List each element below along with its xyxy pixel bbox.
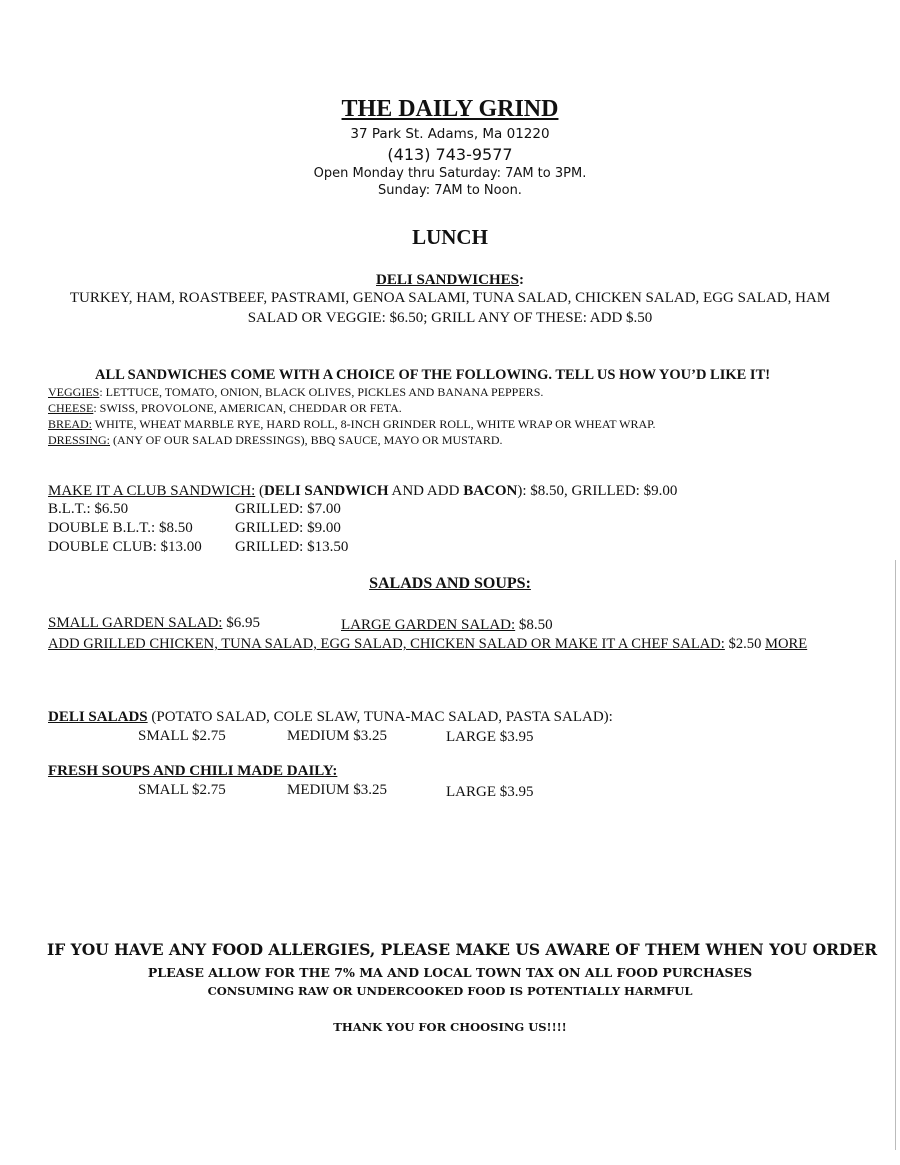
addon-more: MORE [765, 636, 808, 652]
choices-heading: ALL SANDWICHES COME WITH A CHOICE OF THE FOLLOWING. TELL US HOW YOU’D LIKE IT! [95, 367, 771, 383]
club-deli-sandwich: DELI SANDWICH [263, 483, 389, 499]
double-blt-price: DOUBLE B.L.T.: $8.50 [48, 520, 193, 536]
tax-notice: PLEASE ALLOW FOR THE 7% MA AND LOCAL TOWN TAX ON ALL FOOD PURCHASES [147, 965, 753, 980]
deli-salads-desc: (POTATO SALAD, COLE SLAW, TUNA-MAC SALAD, PASTA SALAD): [147, 709, 613, 725]
deli-salads-line [48, 709, 613, 726]
large-garden-price: $8.50 [515, 617, 553, 633]
address: 37 Park St. Adams, Ma 01220 [350, 126, 550, 142]
choice-bread [48, 417, 655, 432]
double-blt-grilled-price: GRILLED: $9.00 [235, 520, 341, 536]
hours-sunday: Sunday: 7AM to Noon. [378, 183, 522, 198]
addon-price: $2.50 [724, 636, 766, 652]
choice-label: VEGGIES [48, 385, 100, 399]
thank-you-message: THANK YOU FOR CHOOSING US!!!! [333, 1020, 567, 1034]
small-garden-salad [48, 615, 260, 632]
deli-heading-colon: : [518, 272, 524, 288]
garden-addon-line [48, 636, 807, 653]
choice-label: DRESSING: [48, 433, 111, 447]
choice-cheese [48, 401, 402, 416]
deli-salads-label: DELI SALADS [48, 709, 148, 725]
raw-food-warning: CONSUMING RAW OR UNDERCOOKED FOOD IS POTENTIALLY HARMFUL [207, 984, 693, 998]
allergy-notice: IF YOU HAVE ANY FOOD ALLERGIES, PLEASE MAKE US AWARE OF THEM WHEN YOU ORDER [47, 940, 878, 959]
choice-text: WHITE, WHEAT MARBLE RYE, HARD ROLL, 8-INCH GRINDER ROLL, WHITE WRAP OR WHEAT WRAP. [92, 417, 656, 431]
club-sandwich-line [48, 483, 677, 500]
club-bacon: BACON [463, 483, 518, 499]
hours-week: Open Monday thru Saturday: 7AM to 3PM. [313, 166, 587, 181]
soups-heading: FRESH SOUPS AND CHILI MADE DAILY: [48, 763, 338, 779]
double-club-price: DOUBLE CLUB: $13.00 [48, 539, 202, 555]
choice-dressing [48, 433, 503, 448]
addon-label: ADD GRILLED CHICKEN, TUNA SALAD, EGG SALAD, CHICKEN SALAD OR MAKE IT A CHEF SALAD: [48, 636, 725, 652]
soups-medium: MEDIUM $3.25 [287, 782, 387, 798]
choice-text: : SWISS, PROVOLONE, AMERICAN, CHEDDAR OR FETA. [93, 401, 402, 415]
soups-large: LARGE $3.95 [446, 784, 534, 800]
phone-number: (413) 743-9577 [387, 145, 513, 164]
deli-salads-medium: MEDIUM $3.25 [287, 728, 387, 744]
double-club-grilled-price: GRILLED: $13.50 [235, 539, 349, 555]
salads-soups-heading: SALADS AND SOUPS: [369, 575, 531, 592]
choice-label: CHEESE [48, 401, 94, 415]
club-price: ): $8.50, GRILLED: $9.00 [517, 483, 678, 499]
large-garden-label: LARGE GARDEN SALAD: [341, 617, 516, 633]
choice-veggies [48, 385, 543, 400]
soups-small: SMALL $2.75 [138, 782, 226, 798]
small-garden-label: SMALL GARDEN SALAD: [48, 615, 223, 631]
blt-grilled-price: GRILLED: $7.00 [235, 501, 341, 517]
blt-price: B.L.T.: $6.50 [48, 501, 129, 517]
deli-salads-small: SMALL $2.75 [138, 728, 226, 744]
scan-edge-line [895, 560, 896, 1150]
deli-sandwiches-heading [0, 272, 900, 289]
section-title-lunch: LUNCH [412, 225, 488, 249]
deli-items-line-1: TURKEY, HAM, ROASTBEEF, PASTRAMI, GENOA SALAMI, TUNA SALAD, CHICKEN SALAD, EGG SALAD, HAM [69, 290, 831, 306]
club-and-add: AND ADD [388, 483, 464, 499]
choice-text: (ANY OF OUR SALAD DRESSINGS), BBQ SAUCE, MAYO OR MUSTARD. [110, 433, 503, 447]
restaurant-name: THE DAILY GRIND [341, 96, 559, 122]
large-garden-salad [341, 617, 553, 634]
choice-text: : LETTUCE, TOMATO, ONION, BLACK OLIVES, PICKLES AND BANANA PEPPERS. [99, 385, 544, 399]
choice-label: BREAD: [48, 417, 93, 431]
club-paren: ( [255, 483, 264, 499]
deli-heading-label: DELI SANDWICHES [376, 272, 519, 288]
club-label: MAKE IT A CLUB SANDWICH: [48, 483, 256, 499]
small-garden-price: $6.95 [222, 615, 260, 631]
deli-salads-large: LARGE $3.95 [446, 729, 534, 745]
deli-items-line-2: SALAD OR VEGGIE: $6.50; GRILL ANY OF THESE: ADD $.50 [247, 310, 653, 326]
